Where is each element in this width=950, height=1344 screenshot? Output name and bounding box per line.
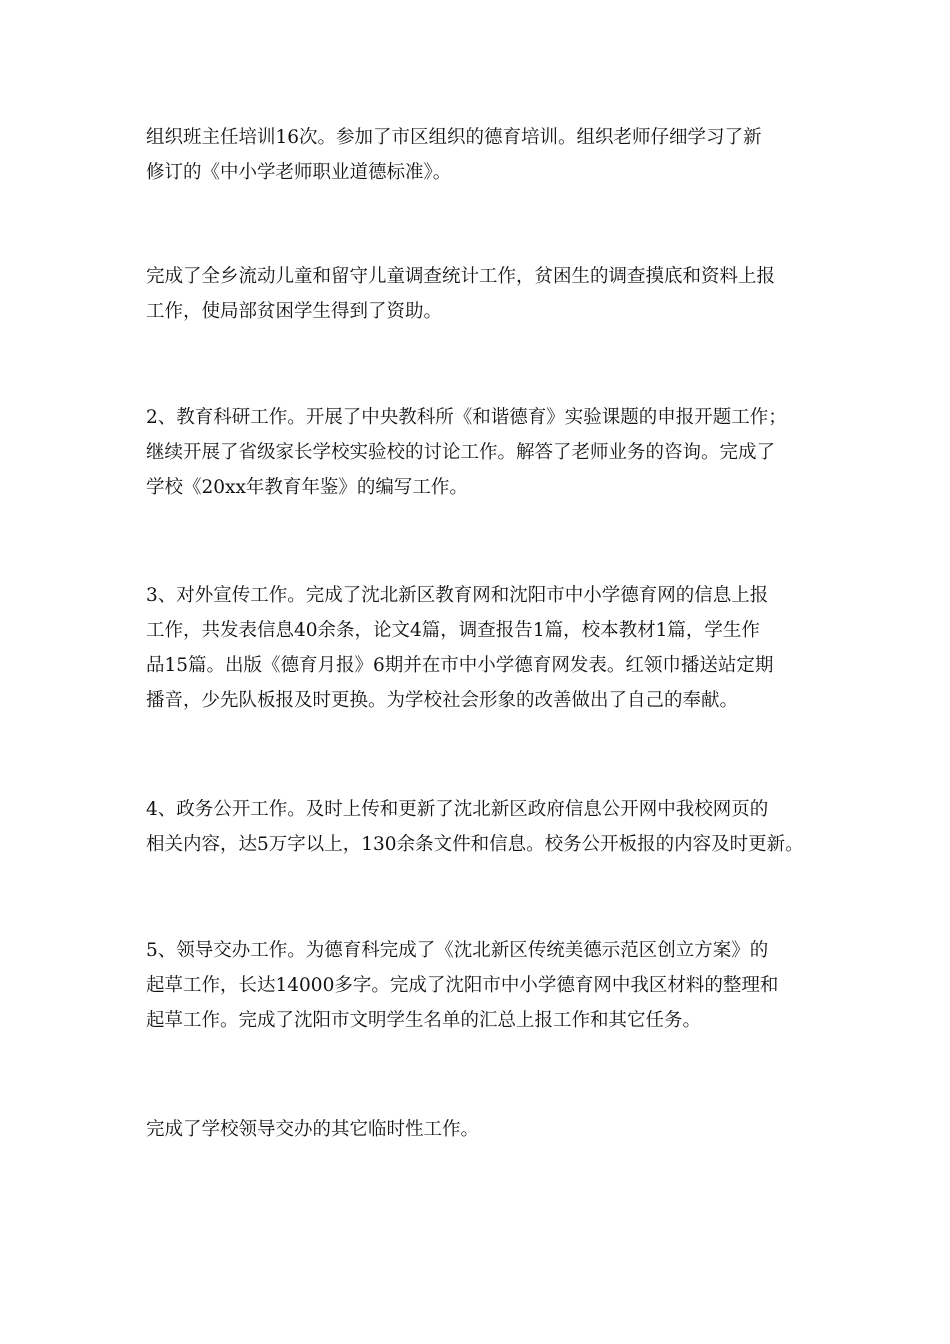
paragraph-5 [146,792,836,862]
paragraph-3 [146,400,836,505]
text-line: 相关内容，达5万字以上，130余条文件和信息。校务公开板报的内容及时更新。 [146,834,804,855]
text-line: 工作，使局部贫困学生得到了资助。 [146,301,443,322]
text-line: 继续开展了省级家长学校实验校的讨论工作。解答了老师业务的咨询。完成了 [146,442,776,463]
paragraph-1 [146,120,836,190]
text-line: 学校《20xx年教育年鉴》的编写工作。 [146,477,468,498]
text-line: 组织班主任培训16次。参加了市区组织的德育培训。组织老师仔细学习了新 [146,127,762,148]
paragraph-6 [146,933,836,1038]
text-line: 2、教育科研工作。开展了中央教科所《和谐德育》实验课题的申报开题工作； [146,407,787,428]
text-line: 完成了学校领导交办的其它临时性工作。 [146,1119,480,1140]
paragraph-2 [146,259,836,329]
text-line: 播音，少先队板报及时更换。为学校社会形象的改善做出了自己的奉献。 [146,690,739,711]
text-line: 4、政务公开工作。及时上传和更新了沈北新区政府信息公开网中我校网页的 [146,799,769,820]
paragraph-7 [146,1112,836,1147]
text-line: 起草工作，长达14000多字。完成了沈阳市中小学德育网中我区材料的整理和 [146,975,779,996]
text-line: 品15篇。出版《德育月报》6期并在市中小学德育网发表。红领巾播送站定期 [146,655,774,676]
text-line: 修订的《中小学老师职业道德标准》。 [146,162,452,183]
text-line: 起草工作。完成了沈阳市文明学生名单的汇总上报工作和其它任务。 [146,1010,702,1031]
text-line: 工作，共发表信息40余条，论文4篇，调查报告1篇，校本教材1篇，学生作 [146,620,760,641]
text-line: 完成了全乡流动儿童和留守儿童调查统计工作，贫困生的调查摸底和资料上报 [146,266,776,287]
text-line: 3、对外宣传工作。完成了沈北新区教育网和沈阳市中小学德育网的信息上报 [146,585,769,606]
text-line: 5、领导交办工作。为德育科完成了《沈北新区传统美德示范区创立方案》的 [146,940,769,961]
paragraph-4 [146,578,836,718]
